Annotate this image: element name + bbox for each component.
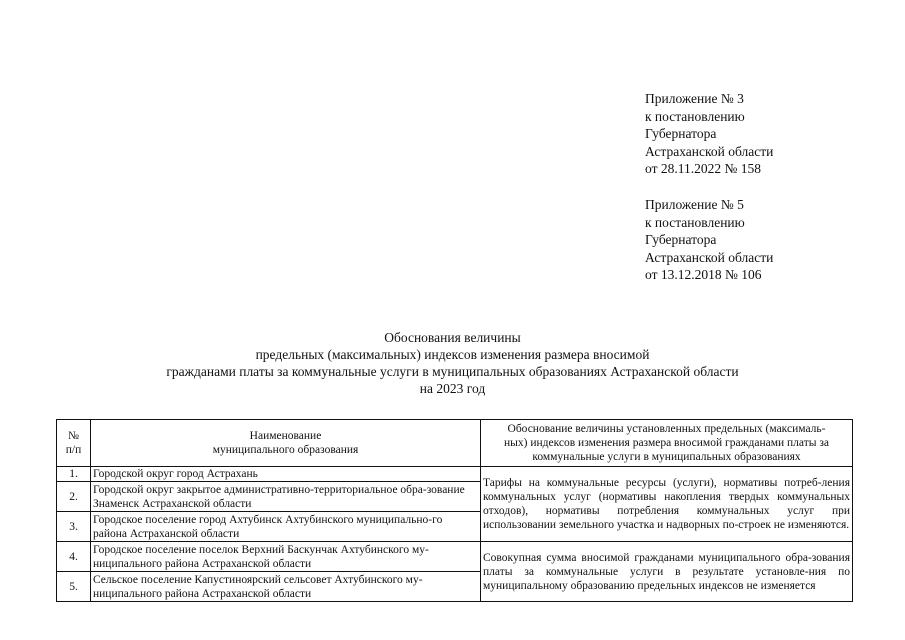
document-title bbox=[0, 329, 905, 397]
appendix-3-line: Астраханской области bbox=[645, 143, 774, 159]
appendix-5-block bbox=[645, 196, 773, 284]
appendix-5-line: к постановлению bbox=[645, 214, 745, 230]
appendix-5-line: от 13.12.2018 № 106 bbox=[645, 267, 762, 282]
justification-text-2: Совокупная сумма вносимой гражданами муниципального обра-зования платы за коммунальные услуги в результате установле-ния по муниципальному образованию предельных индексов не изменяется bbox=[481, 542, 853, 602]
row-number: 3. bbox=[57, 512, 91, 542]
title-line: предельных (максимальных) индексов изменения размера вносимой bbox=[255, 347, 650, 362]
row-number: 5. bbox=[57, 572, 91, 602]
row-number: 1. bbox=[57, 467, 91, 482]
header-justification: Обоснование величины установленных предельных (максималь- ных) индексов изменения размера вносимой гражданами платы за коммунальные услуги в муниципальных образованиях bbox=[481, 420, 853, 467]
appendix-3-line: от 28.11.2022 № 158 bbox=[645, 161, 761, 176]
municipality-name: Городской округ закрытое административно-территориальное обра-зование Знаменск Астраханской области bbox=[91, 482, 481, 512]
municipality-name: Городской округ город Астрахань bbox=[91, 467, 481, 482]
table-row bbox=[57, 467, 853, 482]
municipality-name: Городское поселение поселок Верхний Баскунчак Ахтубинского му-ниципального района Астраханской области bbox=[91, 542, 481, 572]
appendix-3-line: Губернатора bbox=[645, 126, 717, 141]
header-num: № п/п bbox=[57, 420, 91, 467]
appendix-5-line: Губернатора bbox=[645, 232, 717, 247]
row-number: 2. bbox=[57, 482, 91, 512]
row-number: 4. bbox=[57, 542, 91, 572]
appendix-3-line: Приложение № 3 bbox=[645, 91, 744, 106]
justification-text-1: Тарифы на коммунальные ресурсы (услуги), нормативы потреб-ления коммунальных услуг (нормативы накопления твердых коммунальных отходов), нормативы потребления коммунальных услуг при использовании земельного участка и надворных по-строек не изменяются. bbox=[481, 467, 853, 542]
municipality-name: Городское поселение город Ахтубинск Ахтубинского муниципально-го района Астраханской области bbox=[91, 512, 481, 542]
municipality-name: Сельское поселение Капустиноярский сельсовет Ахтубинского му-ниципального района Астраханской области bbox=[91, 572, 481, 602]
appendix-3-block bbox=[645, 90, 773, 178]
title-line: на 2023 год bbox=[419, 381, 486, 396]
table-row bbox=[57, 542, 853, 572]
header-name: Наименование муниципального образования bbox=[91, 420, 481, 467]
title-line: Обоснования величины bbox=[384, 330, 521, 345]
appendix-5-line: Астраханской области bbox=[645, 249, 774, 265]
appendix-3-line: к постановлению bbox=[645, 108, 745, 124]
title-line: гражданами платы за коммунальные услуги в муниципальных образованиях Астраханской области bbox=[166, 364, 739, 379]
indices-table bbox=[56, 419, 853, 602]
table-header-row bbox=[57, 420, 853, 467]
appendix-5-line: Приложение № 5 bbox=[645, 197, 744, 212]
